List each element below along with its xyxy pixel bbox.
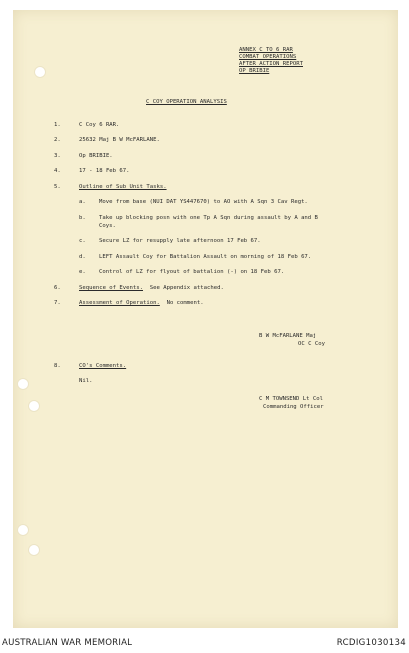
task-letter: c. [79,238,86,244]
item-number: 3. [54,153,61,159]
task-text: Control of LZ for flyout of battalion (-) on 18 Feb 67. [99,269,285,275]
item-text: See Appendix attached. [149,285,224,291]
item-text: 17 - 18 Feb 67. [79,168,130,174]
item-heading: Sequence of Events. [79,285,143,291]
task-letter: e. [79,269,86,275]
signature-title: Commanding Officer [263,404,324,410]
punch-hole [28,400,40,412]
document-page [13,10,398,628]
task-text: Take up blocking posn with one Tp A Sqn during assault by A and B [99,215,318,221]
punch-hole [28,544,40,556]
task-text: LEFT Assault Coy for Battalion Assault on morning of 18 Feb 67. [99,254,312,260]
annex-line: OP BRIBIE [239,68,270,74]
item-number: 5. [54,184,61,190]
item-number: 7. [54,300,61,306]
item-heading: Outline of Sub Unit Tasks. [79,184,167,190]
document-title: C COY OPERATION ANALYSIS [146,99,227,105]
annex-line: AFTER ACTION REPORT [239,61,303,67]
item-text: Op BRIBIE. [79,153,113,159]
annex-line: COMBAT OPERATIONS [239,54,297,60]
item-text: 25632 Maj B W McFARLANE. [79,137,160,143]
item-text: No comment. [166,300,204,306]
item-line [79,300,204,307]
archive-name: AUSTRALIAN WAR MEMORIAL [2,638,133,648]
item-number: 6. [54,285,61,291]
item-heading: CO's Comments. [79,363,127,369]
item-text: Nil. [79,378,93,384]
task-letter: a. [79,199,86,205]
punch-hole [17,524,29,536]
task-text: Coys. [99,223,116,229]
signature-name: C M TOWNSEND Lt Col [259,396,323,402]
item-number: 4. [54,168,61,174]
item-line [79,285,224,292]
punch-hole [34,66,46,78]
item-heading: Assessment of Operation. [79,300,160,306]
task-letter: d. [79,254,86,260]
archive-footer [0,637,409,653]
signature-name: B W McFARLANE Maj [259,333,317,339]
archive-reference: RCDIG1030134 [336,638,406,648]
item-number: 1. [54,122,61,128]
task-letter: b. [79,215,86,221]
punch-hole [17,378,29,390]
task-text: Secure LZ for resupply late afternoon 17 Feb 67. [99,238,261,244]
task-text: Move from base (NUI DAT YS447670) to AO with A Sqn 3 Cav Regt. [99,199,308,205]
item-number: 2. [54,137,61,143]
signature-title: OC C Coy [298,341,325,347]
item-number: 8. [54,363,61,369]
item-text: C Coy 6 RAR. [79,122,120,128]
annex-line: ANNEX C TO 6 RAR [239,47,293,53]
